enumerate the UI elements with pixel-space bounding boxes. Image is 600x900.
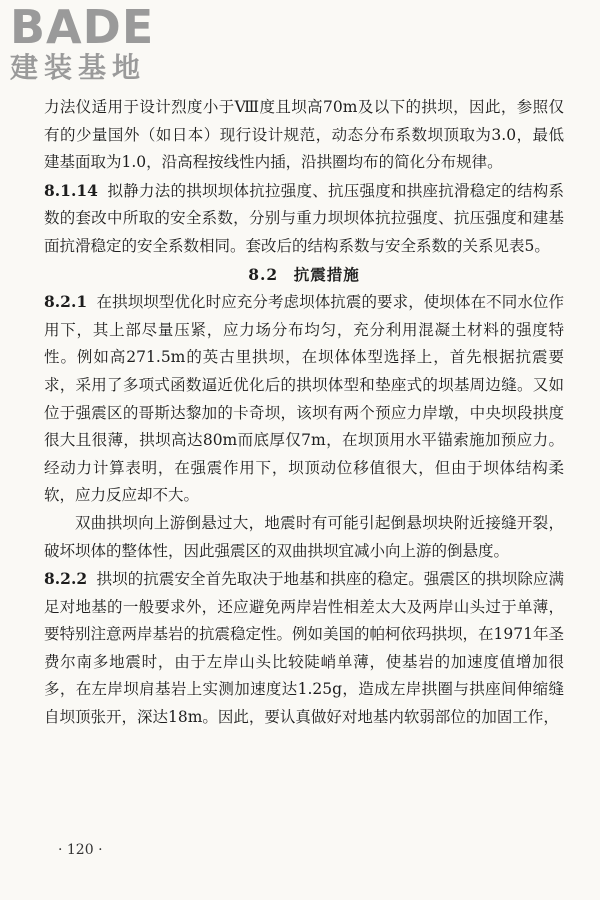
clause-8-2-1 xyxy=(44,288,564,510)
clause-number: 8.1.14 xyxy=(44,180,98,200)
clause-number: 8.2.1 xyxy=(44,292,88,312)
clause-8-2-2 xyxy=(44,565,564,732)
clause-8-2-1-paragraph-2: 双曲拱坝向上游倒悬过大，地震时有可能引起倒悬坝块附近接缝开裂，破坏坝体的整体性，因此强震区的双曲拱坝宜减小向上游的倒悬度。 xyxy=(44,513,564,560)
section-title: 抗震措施 xyxy=(293,264,360,284)
page-number: · 120 · xyxy=(58,842,103,858)
logo-text-cn: 建装基地 xyxy=(10,51,147,84)
clause-8-1-14 xyxy=(44,177,564,261)
page-content xyxy=(44,94,564,732)
clause-text: 拱坝的抗震安全首先取决于地基和拱座的稳定。强震区的拱坝除应满足对地基的一般要求外，还应避免两岸岩性相差太大及两岸山头过于单薄，要特别注意两岸基岩的抗震稳定性。例如美国的帕柯依玛拱坝，在1971年圣费尔南多地震时，由于左岸山头比较陡峭单薄，使基岩的加速度值增加很多，在左岸坝肩基岩上实测加速度达1.25g，造成左岸拱圈与拱座间伸缩缝自坝顶张开，深达18m。因此，要认真做好对地基内软弱部位的加固工作， xyxy=(44,570,564,727)
section-number: 8.2 xyxy=(248,264,279,284)
paragraph-intro: 力法仪适用于设计烈度小于Ⅷ度且坝高70m及以下的拱坝，因此，参照仅有的少量国外（如日本）现行设计规范，动态分布系数坝顶取为3.0，最低建基面取为1.0，沿高程按线性内插，沿拱圈均布的简化分布规律。 xyxy=(44,98,564,172)
clause-text: 拟静力法的拱坝坝体抗拉强度、抗压强度和拱座抗滑稳定的结构系数的套改中所取的安全系数，分别与重力坝坝体抗拉强度、抗压强度和建基面抗滑稳定的安全系数相同。套改后的结构系数与安全系数的关系见表5。 xyxy=(44,181,564,255)
logo-text-en: BADE xyxy=(10,0,155,54)
clause-text: 在拱坝坝型优化时应充分考虑坝体抗震的要求，使坝体在不同水位作用下，其上部尽量压紧，应力场分布均匀，充分利用混凝土材料的强度特性。例如高271.5m的英古里拱坝，在坝体体型选择上，首先根据抗震要求，采用了多项式函数逼近优化后的拱坝体型和垫座式的坝基周边缝。又如位于强震区的哥斯达黎加的卡奇坝，该坝有两个预应力岸墩，中央坝段拱度很大且很薄，拱坝高达80m而底厚仅7m，在坝顶用水平锚索施加预应力。经动力计算表明，在强震作用下，坝顶动位移值很大，但由于坝体结构柔软，应力反应却不大。 xyxy=(44,293,564,505)
logo xyxy=(10,0,180,84)
section-heading xyxy=(44,261,564,289)
clause-number: 8.2.2 xyxy=(44,569,88,589)
